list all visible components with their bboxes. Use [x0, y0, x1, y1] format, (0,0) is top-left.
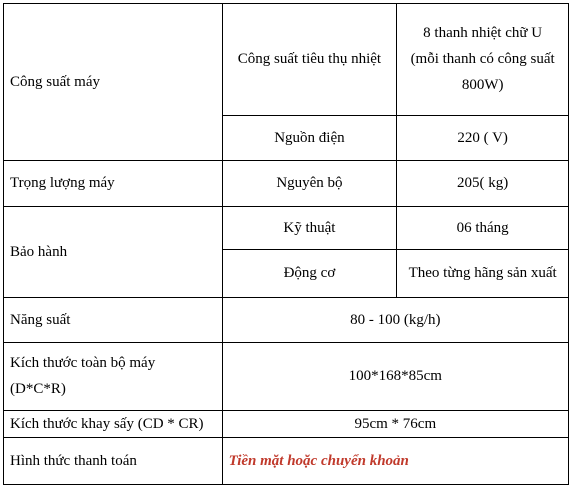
- tray-value: 95cm * 76cm: [222, 410, 568, 437]
- dimensions-label-line-2: (D*C*R): [10, 381, 66, 398]
- power-consumption-value: [397, 4, 569, 116]
- warranty-label: Bảo hành: [4, 207, 223, 297]
- warranty-tech-value: 06 tháng: [397, 207, 569, 250]
- power-consumption-line-1: 8 thanh nhiệt chữ U: [423, 25, 543, 42]
- power-consumption-label: Công suất tiêu thụ nhiệt: [222, 4, 397, 116]
- weight-sub-label: Nguyên bộ: [222, 160, 397, 207]
- dimensions-value: 100*168*85cm: [222, 342, 568, 410]
- table-row: [4, 207, 569, 250]
- power-source-value: 220 ( V): [397, 115, 569, 160]
- dimensions-label: [4, 342, 223, 410]
- power-label: Công suất máy: [4, 4, 223, 161]
- warranty-motor-value: Theo từng hãng sản xuất: [397, 250, 569, 298]
- warranty-tech-label: Kỹ thuật: [222, 207, 397, 250]
- weight-label: Trọng lượng máy: [4, 160, 223, 207]
- table-row: [4, 160, 569, 207]
- capacity-label: Năng suất: [4, 297, 223, 342]
- table-row: [4, 297, 569, 342]
- divider: [44, 484, 48, 488]
- table-row: [4, 438, 569, 485]
- payment-label: Hình thức thanh toán: [4, 438, 223, 485]
- power-consumption-line-3: 800W): [461, 77, 504, 94]
- spec-table: [3, 3, 569, 485]
- table-row: [4, 4, 569, 116]
- weight-value: 205( kg): [397, 160, 569, 207]
- power-source-label: Nguồn điện: [222, 115, 397, 160]
- power-consumption-line-2: (mỗi thanh có công suất: [410, 51, 555, 68]
- table-row: [4, 342, 569, 410]
- capacity-value: 80 - 100 (kg/h): [222, 297, 568, 342]
- payment-value: Tiền mặt hoặc chuyển khoản: [222, 438, 568, 485]
- table-row: [4, 410, 569, 437]
- tray-label: Kích thước khay sấy (CD * CR): [4, 410, 223, 437]
- dimensions-label-line-1: Kích thước toàn bộ máy: [10, 355, 156, 372]
- warranty-motor-label: Động cơ: [222, 250, 397, 298]
